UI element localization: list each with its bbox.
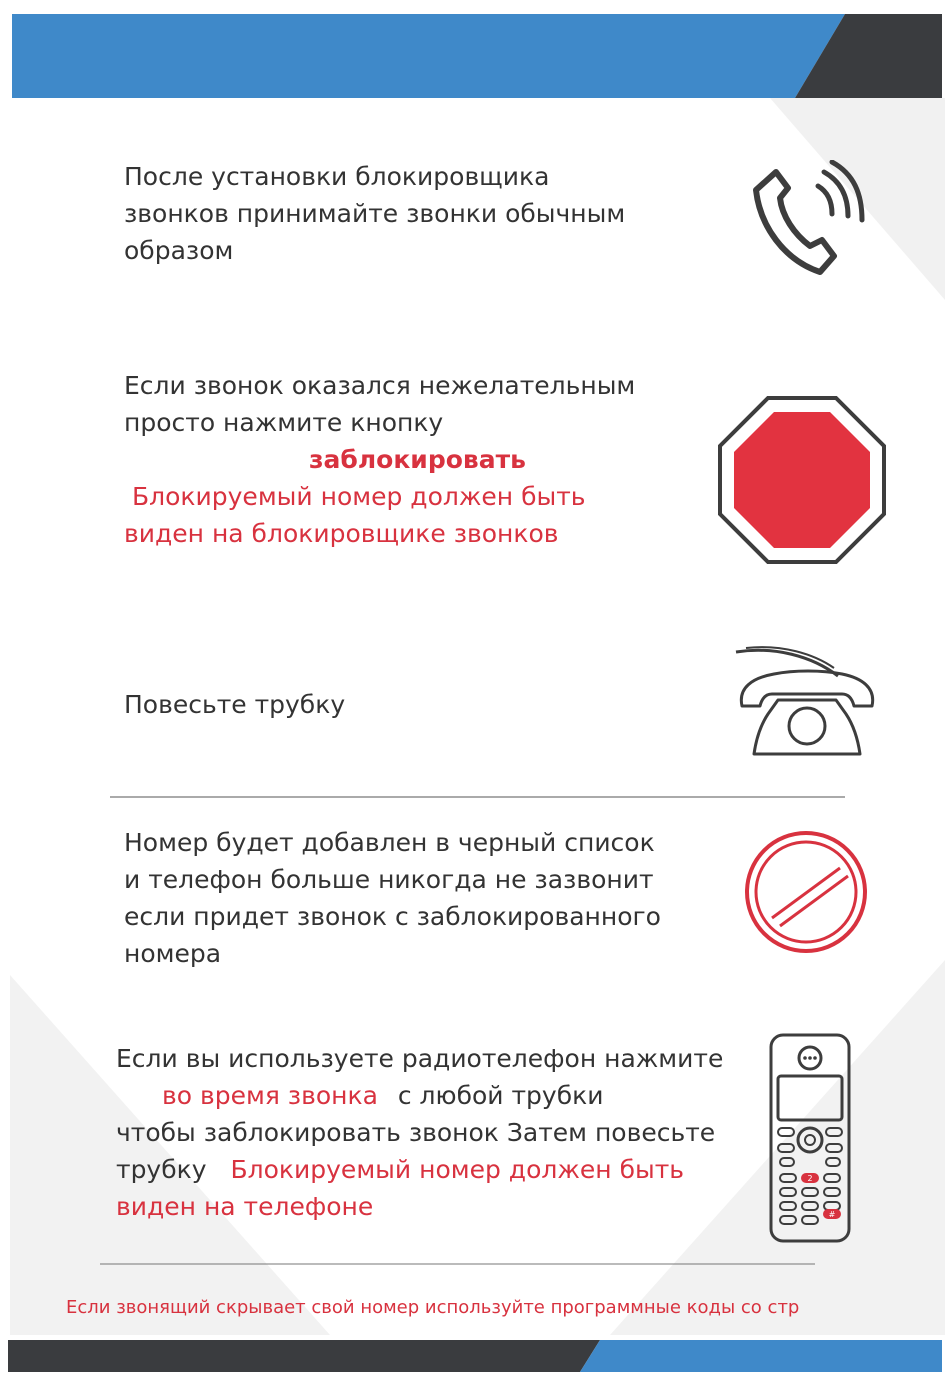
key-2-label: 2 (807, 1174, 813, 1183)
footer-blue-corner (580, 1340, 942, 1372)
step-4-line: Номер будет добавлен в черный список (124, 828, 655, 857)
step-2-line: Если звонок оказался нежелательным (124, 371, 636, 400)
step-2-text (124, 367, 635, 552)
step-2-line: просто нажмите кнопку (124, 408, 444, 437)
step-5-line (116, 1077, 723, 1114)
footer-note: Если звонящий скрывает свой номер используйте программные коды со стр (66, 1297, 800, 1318)
step-5-line-rest: с любой трубки (397, 1081, 604, 1110)
step-2-note: виден на блокировщике звонков (124, 519, 559, 548)
step-5-note: Блокируемый номер должен быть (230, 1155, 685, 1184)
phone-screen (778, 1076, 842, 1120)
step-1-text (124, 158, 625, 269)
header-blue-band (12, 14, 845, 98)
footer-dark-band (8, 1340, 600, 1372)
during-call-label: во время звонка (162, 1081, 378, 1110)
no-entry-icon (742, 828, 870, 956)
phone-handset-icon (748, 160, 868, 280)
step-4-line: и телефон больше никогда не зазвонит (124, 865, 654, 894)
step-5-line: Если вы используете радиотелефон нажмите (116, 1044, 724, 1073)
step-1-line: образом (124, 236, 234, 265)
step-5-line (116, 1151, 723, 1188)
cordless-phone-icon (768, 1032, 852, 1244)
block-button-label: заблокировать (309, 445, 526, 474)
step-5-text (116, 1040, 723, 1225)
step-4-text (124, 824, 661, 972)
stop-sign-icon (718, 396, 886, 564)
rotary-phone-icon (734, 644, 880, 758)
step-5-note: виден на телефоне (116, 1192, 374, 1221)
step-4-line: если придет звонок с заблокированного (124, 902, 661, 931)
step-3-text (124, 686, 345, 723)
step-2-note: Блокируемый номер должен быть (132, 482, 586, 511)
step-1-line: После установки блокировщика (124, 162, 550, 191)
step-5-line-start: трубку (116, 1155, 207, 1184)
step-4-line: номера (124, 939, 222, 968)
step-5-line: чтобы заблокировать звонок Затем повесьте (116, 1118, 716, 1147)
step-1-line: звонков принимайте звонки обычным (124, 199, 626, 228)
step-3-line: Повесьте трубку (124, 690, 346, 719)
key-hash-label: # (828, 1210, 836, 1219)
